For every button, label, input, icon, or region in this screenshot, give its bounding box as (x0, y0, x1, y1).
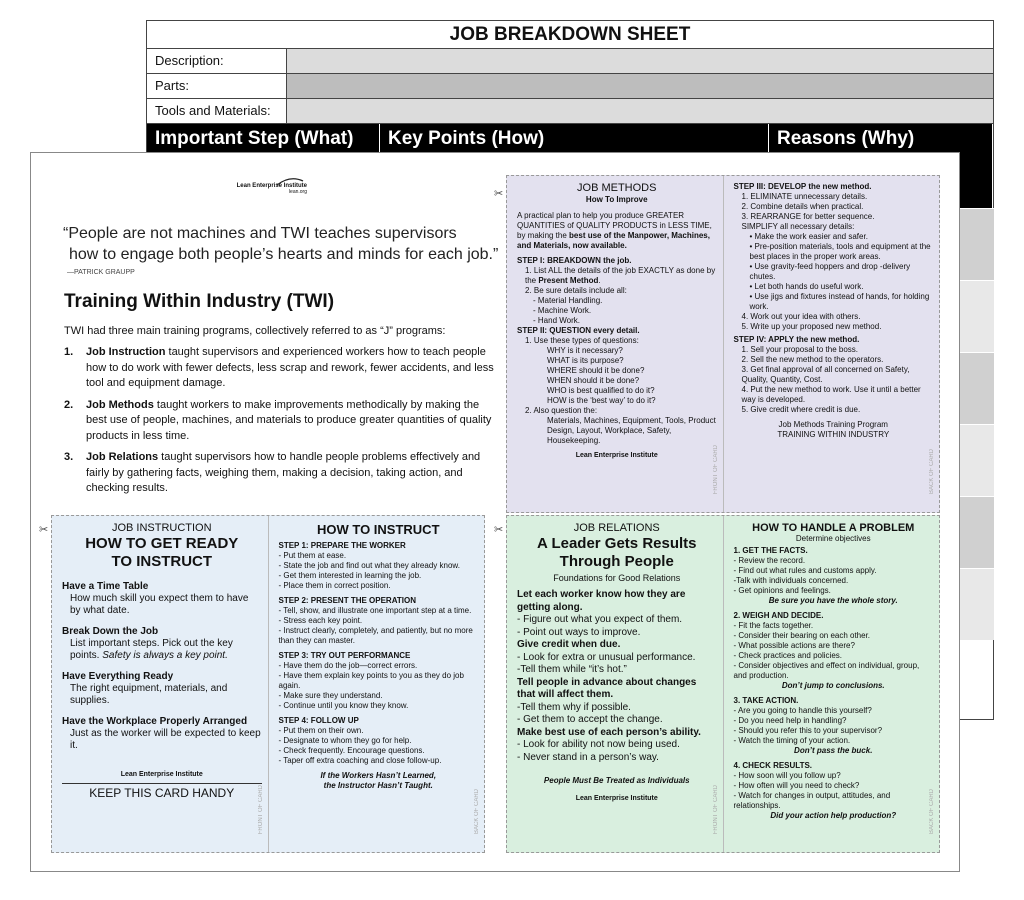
question: HOW is the ‘best way’ to do it? (547, 396, 656, 405)
lei-credit: Lean Enterprise Institute (120, 771, 203, 778)
card-label: JOB INSTRUCTION (111, 522, 212, 534)
item-heading: Break Down the Job (62, 626, 159, 637)
scissors-icon: ✂ (494, 524, 504, 536)
step-item: - What possible actions are there? (733, 641, 855, 650)
item-text: The right equipment, materials, and supplies. (70, 683, 228, 706)
step-item: - Instruct clearly, completely, and patiently, but no more than they can master. (278, 626, 473, 645)
item-text: Just as the worker will be expected to keep it. (70, 728, 261, 751)
step-item: 2. Be sure details include all: (525, 286, 627, 295)
back-of-card-label: BACK OF CARD (929, 448, 935, 494)
step-item: SIMPLIFY all necessary details: (741, 222, 855, 231)
jbs-field (287, 99, 993, 123)
jbs-row-parts (147, 74, 993, 99)
question: WHEN should it be done? (547, 376, 640, 385)
question: WHO is best qualified to do it? (547, 386, 655, 395)
card-front (507, 176, 723, 512)
card-subtitle: Determine objectives (795, 534, 871, 543)
card-footer: People Must Be Treated as Individuals (543, 776, 690, 785)
list-item (62, 581, 262, 617)
scissors-icon: ✂ (494, 188, 504, 200)
card-title: HOW TO INSTRUCT (316, 522, 440, 537)
step-item: - Watch the timing of your action. (733, 736, 851, 745)
step-item: - Put them on their own. (278, 726, 364, 735)
group-item: -Tell them while “it’s hot.” (517, 664, 627, 675)
step-item: - Check practices and policies. (733, 651, 842, 660)
card-closing: If the Workers Hasn’t Learned, (320, 771, 437, 780)
keep-card-handy: KEEP THIS CARD HANDY (62, 783, 262, 798)
card-closing: the Instructor Hasn’t Taught. (323, 781, 433, 790)
item-text: How much skill you expect them to have by what date. (70, 593, 249, 616)
intro-part: A practical plan to help you produce GREATER QUANTITIES of QUALITY PRODUCTS in LESS TIME, by making the (517, 211, 712, 240)
step-item: - Tell, show, and illustrate one important step at a time. (278, 606, 472, 615)
card-back (723, 516, 940, 852)
group-item: - Get them to accept the change. (517, 714, 663, 725)
jbs-label: Parts: (147, 74, 287, 98)
item-heading: Have Everything Ready (62, 671, 174, 682)
jbs-field (287, 74, 993, 98)
step-item: - Are you going to handle this yourself? (733, 706, 872, 715)
jbs-label: Tools and Materials: (147, 99, 287, 123)
program-text: taught supervisors and experienced workers how to teach people how to do work with fewer defects, less scrap and rework, fewer accidents, and less tool and equipment damage. (86, 346, 494, 389)
list-item (64, 345, 494, 392)
back-of-card-label: BACK OF CARD (929, 788, 935, 834)
step-item: - Find out what rules and customs apply. (733, 566, 877, 575)
card-footer: Job Methods Training Program (778, 420, 888, 429)
step-item: 5. Write up your proposed new method. (741, 322, 882, 331)
front-of-card-label: FRONT OF CARD (257, 784, 264, 834)
group-heading: Make best use of each person’s ability. (517, 726, 701, 738)
lei-credit: Lean Enterprise Institute (575, 452, 658, 459)
group-item: - Never stand in a person’s way. (517, 751, 659, 763)
card-back (268, 516, 485, 852)
group-heading: Let each worker know how they are getting along. (517, 589, 686, 613)
page-title: Training Within Industry (TWI) (64, 291, 335, 312)
card-footer: TRAINING WITHIN INDUSTRY (777, 430, 890, 439)
card-title: TO INSTRUCT (111, 553, 213, 570)
step-item: - Stress each key point. (278, 616, 363, 625)
program-text: taught supervisors how to handle people problems effectively and fairly by gathering facts, weighing them, making a decision, taking action, and checking results. (86, 451, 481, 494)
lei-logo (197, 183, 307, 195)
list-item (62, 626, 262, 662)
back-of-card-label: BACK OF CARD (474, 788, 480, 834)
jbs-field (287, 49, 993, 73)
step-item: 4. Put the new method to work. Use it until a better way is developed. (741, 385, 921, 404)
jbs-col-header: Key Points (How) (380, 124, 769, 224)
group-heading: Give credit when due. (517, 639, 621, 650)
step-item: 5. Give credit where credit is due. (741, 405, 861, 414)
step-heading: 3. TAKE ACTION. (733, 696, 799, 705)
group (517, 589, 717, 764)
logo-swoosh-icon (275, 175, 305, 187)
bullet-item: • Use jigs and fixtures instead of hands, for holding work. (749, 292, 930, 311)
step-item: 1. ELIMINATE unnecessary details. (741, 192, 868, 201)
item-number: 3. (64, 451, 74, 463)
jbs-col-header: Reasons (Why) (769, 124, 993, 224)
list-item (64, 398, 494, 445)
card-label: JOB RELATIONS (573, 522, 660, 534)
item-text-italic: Safety is always a key point. (102, 650, 228, 661)
step-item: - Taper off extra coaching and close follow-up. (278, 756, 442, 765)
step-note: Did your action help production? (770, 811, 897, 820)
step-heading: STEP 3: TRY OUT PERFORMANCE (278, 651, 411, 660)
list-item (62, 671, 262, 707)
question: WHY is it necessary? (547, 346, 623, 355)
step-item: 1. Use these types of questions: (525, 336, 639, 345)
step-item: - Consider objectives and effect on individual, group, and production. (733, 661, 920, 680)
group-item: - Look for ability not now being used. (517, 739, 680, 750)
twi-card-sheet (30, 152, 960, 872)
question: WHAT is its purpose? (547, 356, 624, 365)
program-name: Job Relations (86, 451, 159, 463)
bullet-item: • Pre-position materials, tools and equipment at the best places in the proper work areas. (749, 242, 931, 261)
step-heading: 4. CHECK RESULTS. (733, 761, 813, 770)
step-note: Don’t pass the buck. (794, 746, 873, 755)
lei-credit: Lean Enterprise Institute (575, 795, 658, 802)
step-heading: STEP II: QUESTION every detail. (517, 326, 640, 335)
logo-url: lean.org (288, 189, 307, 195)
card-front (507, 516, 723, 852)
item-text-part: List important steps. Pick out the key points. (70, 638, 233, 661)
item-text (62, 638, 262, 662)
step-bold: Present Method (538, 276, 599, 285)
step-note: Don’t jump to conclusions. (781, 681, 885, 690)
step-item: - Make sure they understand. (278, 691, 383, 700)
step-item: 3. REARRANGE for better sequence. (741, 212, 875, 221)
front-of-card-label: FRONT OF CARD (712, 784, 719, 834)
quote (63, 223, 498, 265)
step-heading: STEP IV: APPLY the new method. (733, 335, 860, 344)
step-item: - Get them interested in learning the job. (278, 571, 422, 580)
job-relations-card (506, 515, 940, 853)
intro-bold: best use of the Manpower, Machines, and Materials, now available. (517, 231, 710, 250)
step-text: 1. List ALL the details of the job EXACTLY as done by the (525, 266, 716, 285)
step-item: 3. Get final approval of all concerned on Safety, Quality, Quantity, Cost. (741, 365, 910, 384)
step-heading: STEP 2: PRESENT THE OPERATION (278, 596, 417, 605)
jbs-col-header: Important Step (What) (147, 124, 380, 224)
card-title: HOW TO HANDLE A PROBLEM (752, 522, 915, 534)
logo-text: Lean Enterprise Institute (236, 183, 307, 189)
jbs-title: JOB BREAKDOWN SHEET (147, 21, 993, 49)
step-item: 2. Combine details when practical. (741, 202, 864, 211)
job-instruction-card (51, 515, 485, 853)
card-title: Through People (559, 553, 674, 570)
step-item: - Get opinions and feelings. (733, 586, 831, 595)
step-item: 4. Work out your idea with others. (741, 312, 861, 321)
step-item: - Have them explain key points to you as they do job again. (278, 671, 464, 690)
group-item: - Figure out what you expect of them. (517, 614, 683, 625)
card-front (52, 516, 268, 852)
program-text: taught workers to make improvements methodically by making the best use of people, machines, and materials to produce greater quantities of quality products in less time. (86, 398, 492, 442)
step-heading: STEP III: DEVELOP the new method. (733, 182, 872, 191)
step-item: 1. List ALL the details of the job EXACTLY as done by the Present Method. (525, 266, 716, 285)
step-subitem: - Material Handling. (533, 296, 603, 305)
card-title: A Leader Gets Results (537, 535, 697, 552)
job-methods-card (506, 175, 940, 513)
intro-text: TWI had three main training programs, collectively referred to as “J” programs: (64, 325, 446, 337)
quote-author: —PATRICK GRAUPP (67, 269, 135, 276)
step-item: - Should you refer this to your supervisor? (733, 726, 883, 735)
jbs-row-tools (147, 99, 993, 124)
item-heading: Have the Workplace Properly Arranged (62, 716, 248, 727)
bullet-item: • Let both hands do useful work. (749, 282, 864, 291)
item-number: 2. (64, 398, 74, 411)
card-back (723, 176, 940, 512)
item-heading: Have a Time Table (62, 581, 149, 592)
item-number: 1. (64, 346, 74, 358)
step-item: -Talk with individuals concerned. (733, 576, 849, 585)
group-item: - Point out ways to improve. (517, 626, 641, 638)
step-item: - State the job and find out what they already know. (278, 561, 460, 570)
jbs-row-description (147, 49, 993, 74)
card-label: JOB METHODS (577, 182, 657, 194)
step-item: 1. Sell your proposal to the boss. (741, 345, 859, 354)
step-item: 2. Also question the: (525, 406, 598, 415)
step-item: - Do you need help in handling? (733, 716, 847, 725)
step-subitem: - Machine Work. (533, 306, 592, 315)
step-item: - How soon will you follow up? (733, 771, 841, 780)
group-heading: Tell people in advance about changes that will affect them. (517, 676, 697, 700)
front-of-card-label: FRONT OF CARD (712, 444, 719, 494)
bullet-item: • Use gravity-feed hoppers and drop -delivery chutes. (749, 262, 911, 281)
step-note: Be sure you have the whole story. (768, 596, 898, 605)
step-subitem: - Hand Work. (533, 316, 580, 325)
step-item: - Review the record. (733, 556, 806, 565)
program-list (64, 345, 494, 503)
program-name: Job Instruction (86, 346, 166, 358)
jbs-label: Description: (147, 49, 287, 73)
card-subtitle: Foundations for Good Relations (553, 573, 681, 583)
group-item: - Look for extra or unusual performance. (517, 651, 696, 663)
step-item: - Place them in correct position. (278, 581, 391, 590)
step-item: - How often will you need to check? (733, 781, 860, 790)
step-item: - Continue until you know they know. (278, 701, 409, 710)
step-item: - Have them do the job—correct errors. (278, 661, 418, 670)
step-subitem: Materials, Machines, Equipment, Tools, Product Design, Layout, Workplace, Safety, Housekeeping. (547, 416, 716, 445)
card-subtitle: How To Improve (585, 195, 648, 204)
step-heading: STEP I: BREAKDOWN the job. (517, 256, 632, 265)
step-item: - Consider their bearing on each other. (733, 631, 871, 640)
quote-line: how to engage both people’s hearts and minds for each job.” (69, 246, 499, 263)
step-heading: 1. GET THE FACTS. (733, 546, 808, 555)
step-item: - Designate to whom they go for help. (278, 736, 412, 745)
step-item: - Watch for changes in output, attitudes, and relationships. (733, 791, 891, 810)
scissors-icon: ✂ (39, 524, 49, 536)
quote-line: “People are not machines and TWI teaches supervisors (63, 225, 457, 242)
list-item (62, 716, 262, 752)
group-item: -Tell them why if possible. (517, 701, 631, 713)
program-name: Job Methods (86, 398, 154, 411)
step-heading: 2. WEIGH AND DECIDE. (733, 611, 824, 620)
list-item (64, 450, 494, 497)
step-item: - Check frequently. Encourage questions. (278, 746, 425, 755)
card-title: HOW TO GET READY (85, 535, 239, 552)
step-heading: STEP 4: FOLLOW UP (278, 716, 359, 725)
step-item: 2. Sell the new method to the operators. (741, 355, 884, 364)
question: WHERE should it be done? (547, 366, 645, 375)
step-heading: STEP 1: PREPARE THE WORKER (278, 541, 406, 550)
step-item: - Fit the facts together. (733, 621, 814, 630)
card-intro (517, 211, 717, 251)
bullet-item: • Make the work easier and safer. (749, 232, 868, 241)
step-item: - Put them at ease. (278, 551, 347, 560)
